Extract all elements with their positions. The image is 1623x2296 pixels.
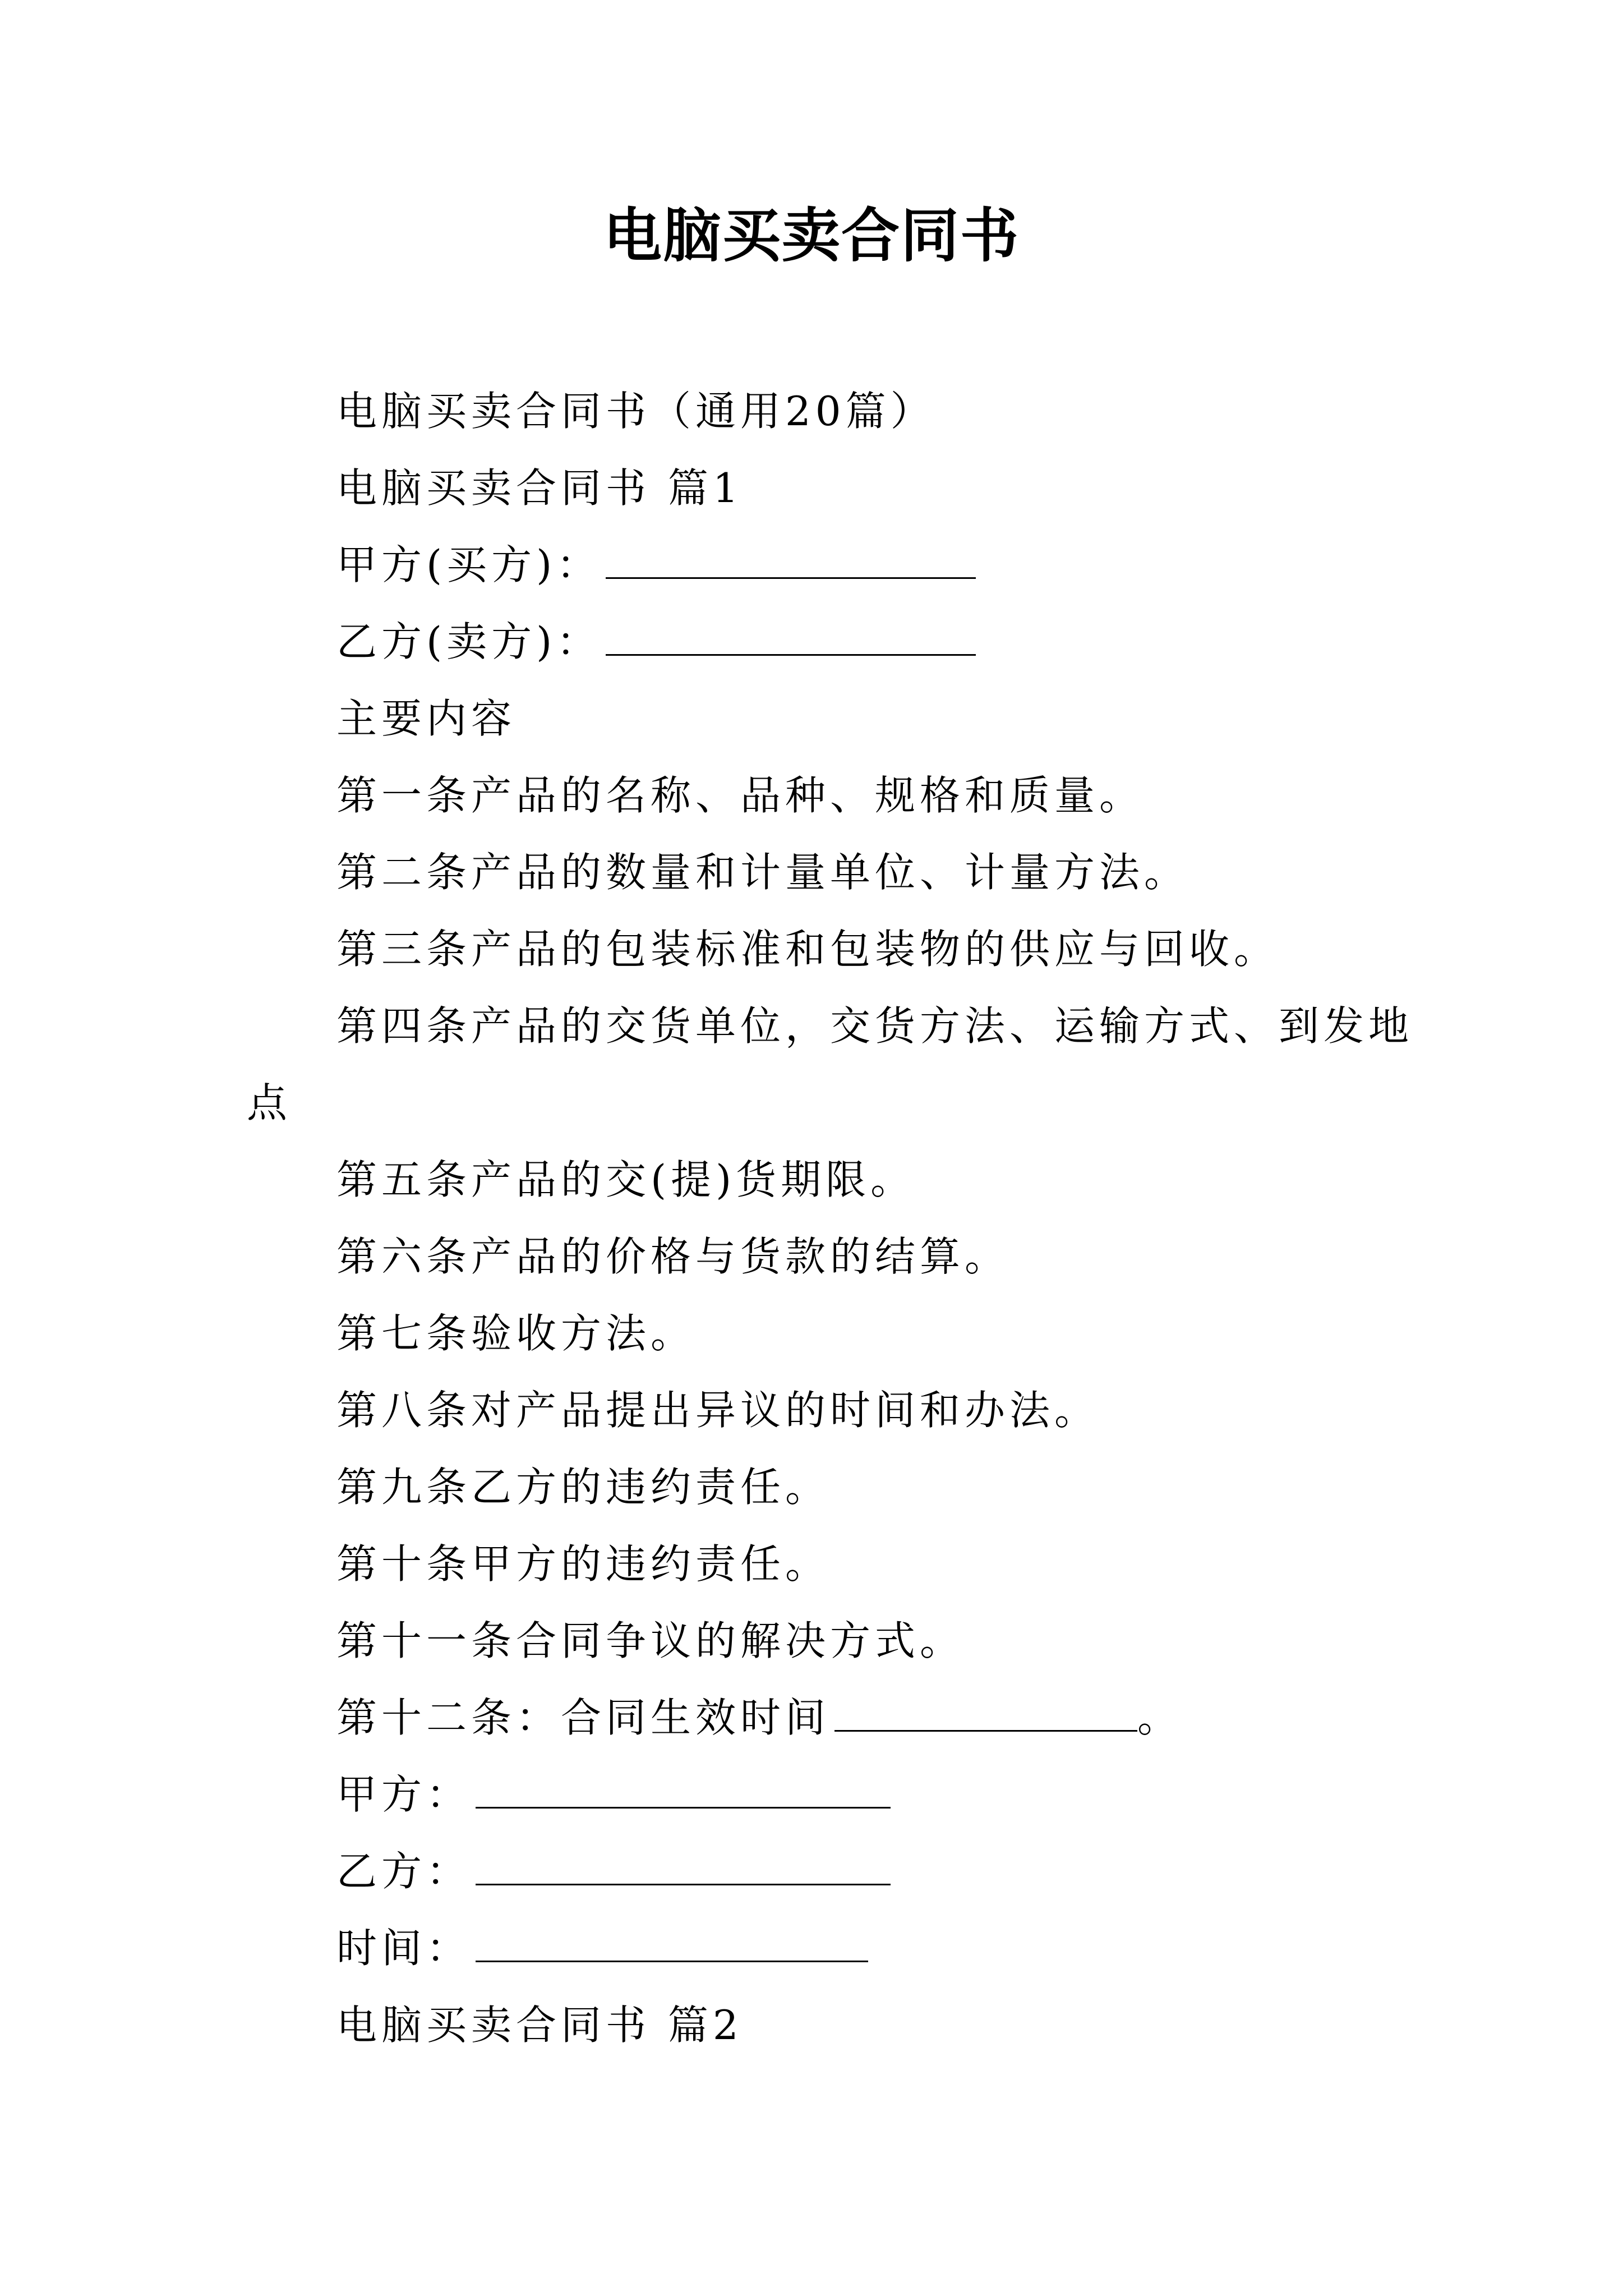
signature-party-a-blank xyxy=(476,1775,891,1809)
party-b-seller-blank xyxy=(606,623,976,656)
article-7: 第七条验收方法。 xyxy=(336,1310,696,1357)
article-4: 第四条产品的交货单位，交货方法、运输方式、到发地 xyxy=(336,1002,1414,1050)
party-b-seller-line xyxy=(247,604,1380,680)
signature-time-blank xyxy=(476,1929,868,1962)
signature-party-b-blank xyxy=(476,1852,891,1885)
signature-party-a-line xyxy=(247,1756,1380,1833)
article-1: 第一条产品的名称、品种、规格和质量。 xyxy=(336,772,1145,819)
article-8: 第八条对产品提出异议的时间和办法。 xyxy=(336,1387,1100,1434)
article-4-continued: 点 xyxy=(247,1079,292,1126)
article-11: 第十一条合同争议的解决方式。 xyxy=(336,1617,965,1664)
signature-party-b-line xyxy=(247,1833,1380,1910)
article-12-text: 第十二条：合同生效时间 xyxy=(336,1694,831,1741)
document-body xyxy=(247,373,1414,2064)
document-subtitle: 电脑买卖合同书（通用20篇） xyxy=(336,388,935,435)
signature-party-a-label: 甲方： xyxy=(336,1771,472,1818)
article-5: 第五条产品的交(提)货期限。 xyxy=(336,1156,916,1203)
party-a-buyer-line xyxy=(247,527,1380,604)
article-10: 第十条甲方的违约责任。 xyxy=(336,1540,831,1588)
document-title: 电脑买卖合同书 xyxy=(603,201,1020,270)
article-9: 第九条乙方的违约责任。 xyxy=(336,1464,831,1511)
signature-time-label: 时间： xyxy=(336,1925,472,1972)
article-3: 第三条产品的包装标准和包装物的供应与回收。 xyxy=(336,926,1279,973)
section-heading-2: 电脑买卖合同书 篇2 xyxy=(336,2001,743,2049)
article-6: 第六条产品的价格与货款的结算。 xyxy=(336,1233,1010,1280)
article-12-period: 。 xyxy=(1137,1694,1183,1741)
signature-party-b-label: 乙方： xyxy=(336,1848,472,1895)
party-a-buyer-blank xyxy=(606,546,976,579)
article-12 xyxy=(247,1680,1380,1756)
article-2: 第二条产品的数量和计量单位、计量方法。 xyxy=(336,849,1189,896)
effective-date-blank xyxy=(834,1699,1137,1732)
main-content-heading: 主要内容 xyxy=(336,695,517,742)
section-heading-1: 电脑买卖合同书 篇1 xyxy=(336,464,743,512)
party-b-seller-label: 乙方(卖方)： xyxy=(336,618,602,665)
party-a-buyer-label: 甲方(买方)： xyxy=(336,541,602,588)
signature-time-line xyxy=(247,1910,1380,1987)
